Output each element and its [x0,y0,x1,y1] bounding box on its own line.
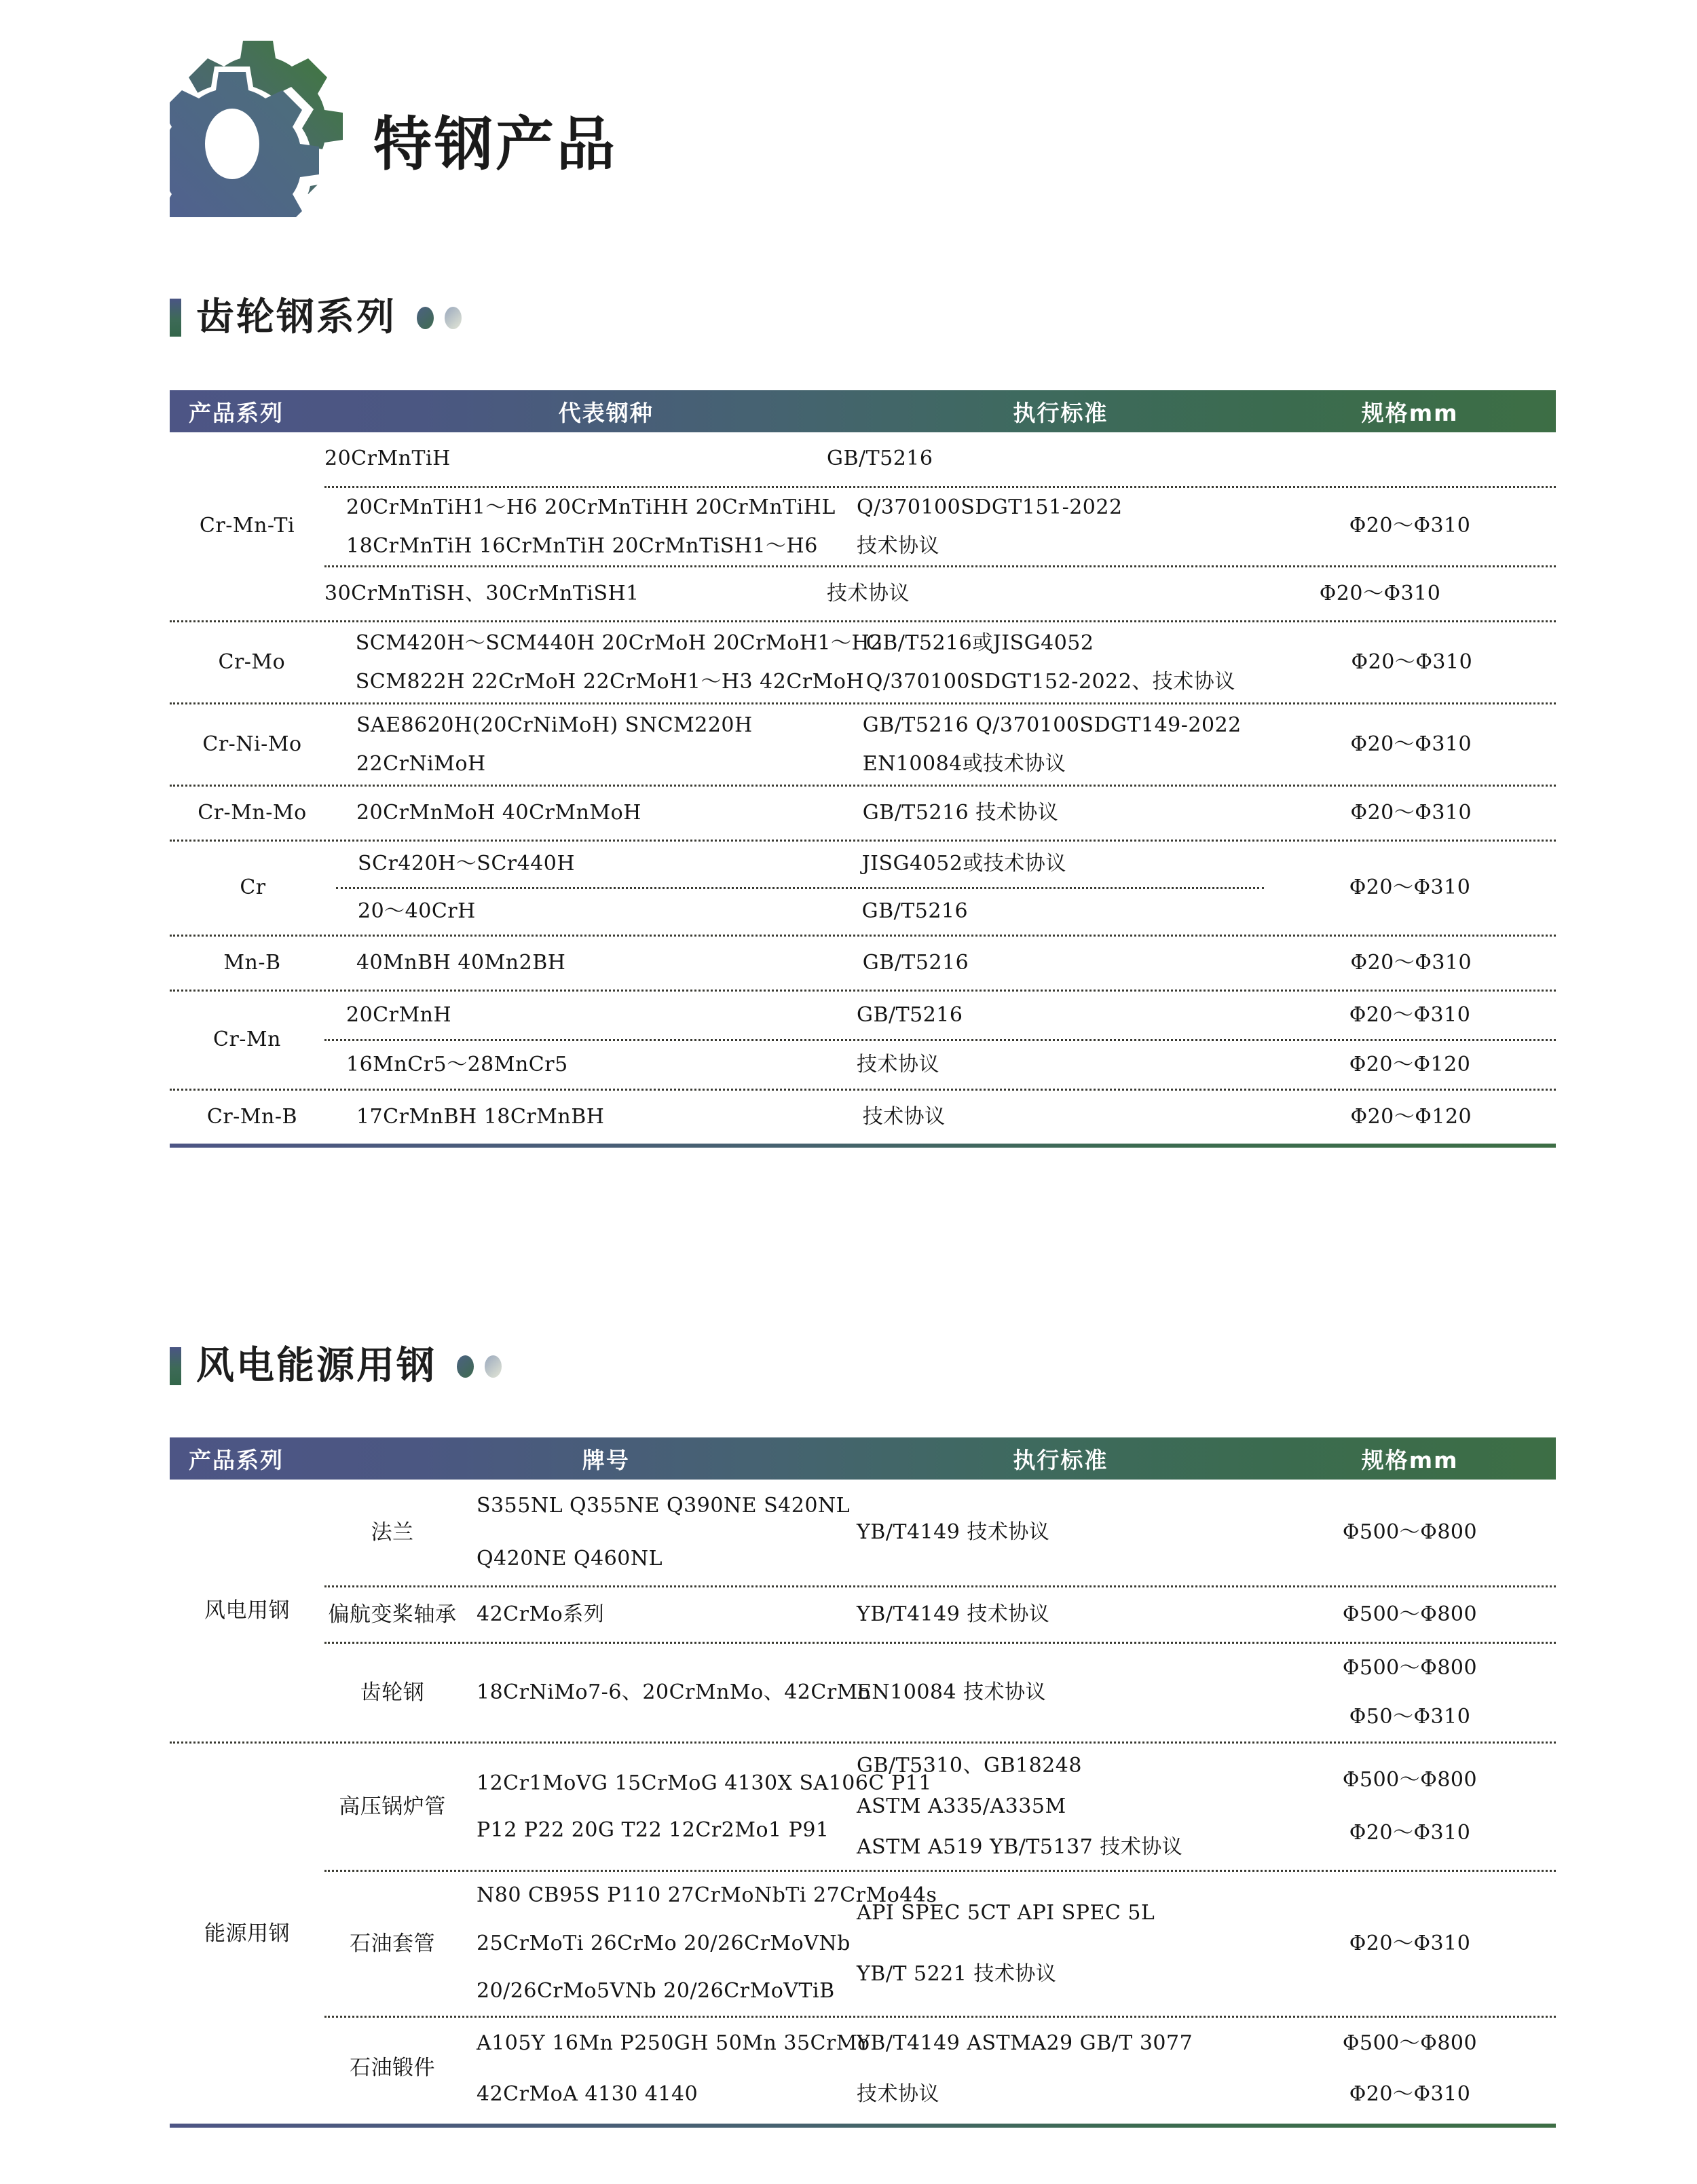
gear-icon [170,34,346,217]
column-header-spec: 规格mm [1361,1446,1459,1473]
cell-grade: 40MnBH 40Mn2BH [356,950,566,975]
subrow-group [324,1744,1556,2124]
spec-unit: mm [1409,1446,1459,1473]
column-header-grade: 牌号 [582,1446,630,1473]
section-title: 风电能源用钢 [196,1344,436,1388]
cell-spec: Φ20～Φ120 [1349,1052,1471,1076]
dot-icon-dark [457,1355,474,1378]
sub-row [324,1744,1556,1870]
subrow-group [324,432,1556,620]
table-row [170,620,1556,702]
cell-grade: 20CrMnH [346,1002,452,1027]
cell-series: Cr-Mo [218,649,286,674]
cell-product: 偏航变桨轴承 [328,1602,457,1627]
cell-spec: Φ20～Φ310 [1350,732,1472,756]
cell-series: Cr [240,876,266,900]
dot-icon-light [485,1355,502,1378]
sub-row [336,887,1264,935]
cell-grade: 20CrMnTiH1～H6 20CrMnTiHH 20CrMnTiHL 18CrMnTiH 16CrMnTiH 20CrMnTiSH1～H6 [346,495,836,558]
cell-product: 石油锻件 [350,2056,435,2081]
cell-grade: 20CrMnTiH [324,447,451,470]
sub-row [324,1480,1556,1585]
document-header [170,34,618,217]
cell-standard: GB/T5216 技术协议 [862,800,1059,825]
column-header-spec: 规格mm [1361,399,1459,426]
table-row [170,990,1556,1089]
sub-row [324,2016,1556,2120]
cell-grade: 16MnCr5～28MnCr5 [346,1052,568,1076]
cell-standard: 技术协议 [857,1052,939,1076]
table-header-row [170,390,1556,432]
table-body [170,432,1556,1148]
cell-standard: GB/T5216 [827,447,933,470]
table-row [170,1089,1556,1144]
sub-row [324,1039,1556,1089]
cell-spec: Φ20～Φ310 [1350,950,1472,975]
sub-row [324,992,1556,1039]
table-row [170,1741,1556,2124]
cell-series: Mn-B [223,950,281,975]
page-title: 特钢产品 [373,111,618,178]
cell-series: 能源用钢 [204,1921,290,1946]
sub-row [324,1642,1556,1741]
section-accent-bar [170,299,181,337]
cell-spec: Φ500～Φ800 Φ20～Φ310 [1342,1768,1478,1845]
cell-series: Cr-Mn-Ti [199,514,295,538]
section-dots [457,1355,502,1378]
section-heading-wind-energy-steel [170,1344,502,1388]
cell-grade: 42CrMo系列 [477,1602,605,1626]
table-row [170,702,1556,785]
subrow-group [324,992,1556,1089]
cell-grade: SCr420H～SCr440H [358,852,576,876]
cell-grade: SAE8620H(20CrNiMoH) SNCM220H 22CrNiMoH [356,713,753,776]
cell-standard: Q/370100SDGT151-2022 技术协议 [857,495,1123,558]
cell-product: 高压锅炉管 [339,1794,446,1819]
table-row [170,785,1556,840]
cell-spec: Φ20～Φ310 [1349,1931,1471,1955]
cell-grade: N80 CB95S P110 27CrMoNbTi 27CrMo44s 25CrMoTi 26CrMo 20/26CrMoVNb 20/26CrMo5VNb 20/26CrMoVTiB [477,1883,937,2003]
cell-grade: 18CrNiMo7-6、20CrMnMo、42CrMo [477,1680,871,1704]
cell-spec: Φ20～Φ310 [1349,1002,1471,1027]
cell-series: Cr-Mn-Mo [198,800,307,825]
sub-row [324,565,1556,621]
column-header-series: 产品系列 [189,1446,284,1473]
cell-series: 风电用钢 [204,1598,290,1623]
cell-spec: Φ20～Φ310 [1349,876,1471,900]
sub-row [324,432,1556,486]
table-body [170,1480,1556,2128]
section-title: 齿轮钢系列 [196,295,396,339]
cell-spec: Φ20～Φ310 [1349,514,1471,538]
cell-product: 法兰 [371,1520,414,1545]
cell-standard: GB/T5216 [857,1002,963,1027]
sub-row [324,1870,1556,2016]
spec-unit: mm [1409,399,1459,426]
wind-energy-steel-table [170,1437,1556,2128]
table-header-row [170,1437,1556,1480]
section-heading-gear-steel [170,295,462,339]
sub-row [324,1585,1556,1642]
cell-grade: A105Y 16Mn P250GH 50Mn 35CrMo 42CrMoA 4130 4140 [477,2031,870,2106]
dot-icon-light [445,307,462,329]
column-header-standard: 执行标准 [1013,1446,1108,1473]
cell-spec: Φ500～Φ800 [1342,1520,1478,1544]
cell-standard: JISG4052或技术协议 [861,852,1066,876]
cell-standard: YB/T4149 技术协议 [857,1602,1050,1626]
cell-standard: GB/T5216 [861,899,969,924]
cell-standard: GB/T5216或JISG4052 Q/370100SDGT152-2022、技术协议 [865,631,1235,694]
column-header-series: 产品系列 [189,399,284,426]
column-header-grade: 代表钢种 [558,399,654,426]
gear-steel-table [170,390,1556,1148]
cell-grade: 20～40CrH [358,899,476,924]
cell-spec: Φ20～Φ310 [1350,800,1472,825]
cell-standard: 技术协议 [862,1104,946,1129]
cell-standard: API SPEC 5CT API SPEC 5L YB/T 5221 技术协议 [857,1900,1155,1986]
cell-standard: YB/T4149 技术协议 [857,1520,1050,1544]
cell-standard: YB/T4149 ASTMA29 GB/T 3077 技术协议 [857,2031,1193,2106]
cell-grade: 17CrMnBH 18CrMnBH [356,1104,605,1129]
cell-grade: 30CrMnTiSH、30CrMnTiSH1 [324,581,639,605]
cell-standard: 技术协议 [827,581,910,605]
table-row [170,1480,1556,1741]
cell-standard: GB/T5216 Q/370100SDGT149-2022 EN10084或技术协议 [862,713,1242,776]
cell-spec: Φ20～Φ310 [1319,581,1441,605]
cell-grade: S355NL Q355NE Q390NE S420NL Q420NE Q460NL [477,1494,851,1570]
cell-standard: GB/T5216 [862,950,969,975]
section-accent-bar [170,1347,181,1385]
column-header-standard: 执行标准 [1013,399,1108,426]
cell-spec: Φ500～Φ800 Φ50～Φ310 [1342,1656,1478,1729]
cell-grade: 12Cr1MoVG 15CrMoG 4130X SA106C P11 P12 P22 20G T22 12Cr2Mo1 P91 [477,1771,932,1842]
cell-grade: 20CrMnMoH 40CrMnMoH [356,800,641,825]
table-row [170,935,1556,990]
cell-product: 石油套管 [350,1931,435,1956]
cell-product: 齿轮钢 [360,1680,425,1705]
cell-spec [1234,432,1526,486]
cell-spec: Φ500～Φ800 Φ20～Φ310 [1342,2031,1478,2106]
cell-standard: EN10084 技术协议 [857,1680,1047,1704]
section-dots [417,307,462,329]
sub-row [324,486,1556,565]
subrow-group [324,1480,1556,1741]
cell-series: Cr-Mn-B [206,1104,298,1129]
table-row [170,432,1556,620]
cell-series: Cr-Mn [213,1028,281,1052]
table-row [170,840,1556,935]
dot-icon-dark [417,307,434,329]
subrow-group [336,842,1264,935]
sub-row [336,842,1264,887]
cell-spec: Φ20～Φ310 [1351,649,1473,674]
cell-spec: Φ500～Φ800 [1342,1602,1478,1626]
cell-spec: Φ20～Φ120 [1350,1104,1472,1129]
cell-grade: SCM420H～SCM440H 20CrMoH 20CrMoH1～H2 SCM822H 22CrMoH 22CrMoH1～H3 42CrMoH [355,631,883,694]
cell-standard: GB/T5310、GB18248 ASTM A335/A335M ASTM A519 YB/T5137 技术协议 [857,1754,1183,1859]
cell-series: Cr-Ni-Mo [202,732,302,756]
